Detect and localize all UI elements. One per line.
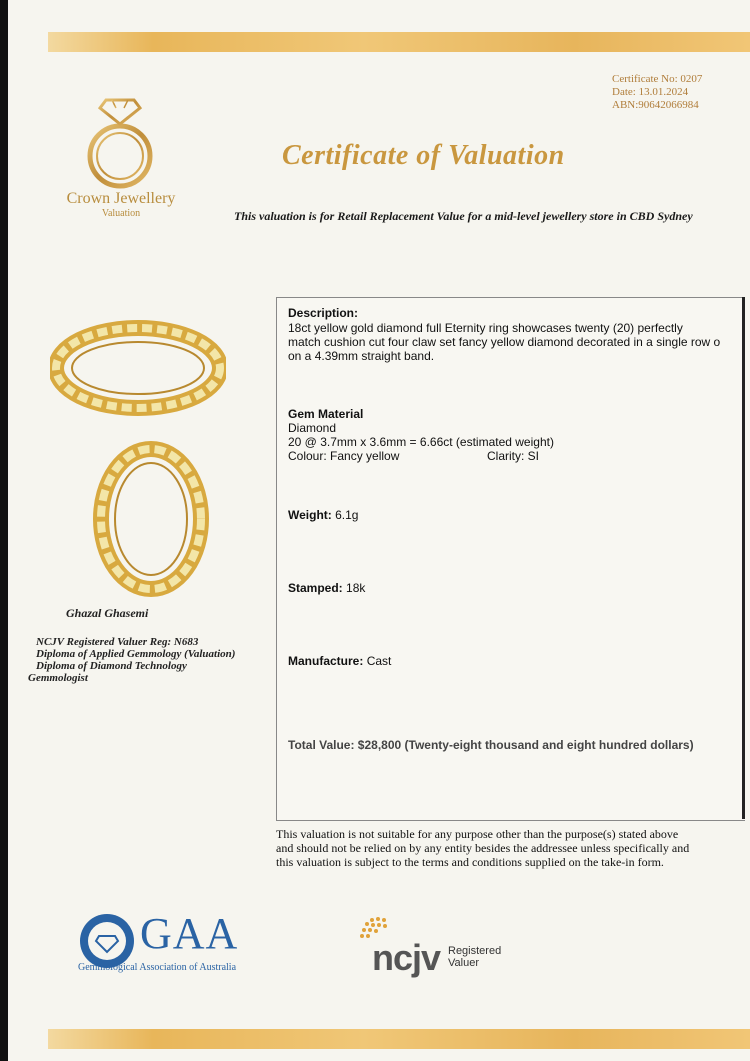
- disclaimer: [276, 827, 746, 869]
- certificate-meta: [612, 73, 702, 112]
- valuer-credential: Diploma of Diamond Technology: [36, 660, 187, 672]
- description-label: Description:: [288, 306, 359, 320]
- gem-spec: 20 @ 3.7mm x 3.6mm = 6.66ct (estimated weight): [288, 435, 554, 449]
- ncjv-registered-valuer: [448, 945, 501, 969]
- stamped-value: 18k: [346, 581, 366, 595]
- certificate-number: Certificate No: 0207: [612, 73, 703, 85]
- manufacture-value: Cast: [366, 654, 392, 668]
- description-line: on a 4.39mm straight band.: [288, 349, 435, 363]
- top-gold-bar: [48, 32, 750, 52]
- description-text: [288, 321, 750, 363]
- disclaimer-line: this valuation is subject to the terms and conditions supplied on the take-in form.: [276, 855, 664, 869]
- gem-material-label: Gem Material: [288, 407, 364, 421]
- valuer-credential: Gemmologist: [28, 672, 88, 684]
- weight-field: [288, 508, 358, 522]
- certificate-date: Date: 13.01.2024: [612, 86, 689, 98]
- disclaimer-line: This valuation is not suitable for any purpose other than the purpose(s) stated above: [276, 827, 679, 841]
- ncjv-abbr: ncjv: [372, 937, 441, 978]
- stamped-field: [288, 581, 365, 595]
- gem-type: Diamond: [288, 421, 337, 435]
- disclaimer-line: and should not be relied on by any entity besides the addressee unless specifically and: [276, 841, 690, 855]
- description-line: 18ct yellow gold diamond full Eternity ring showcases twenty (20) perfectly: [288, 321, 683, 335]
- total-value: Total Value: $28,800 (Twenty-eight thousand and eight hundred dollars): [288, 738, 694, 752]
- ring-photo-front: [86, 440, 216, 598]
- weight-value: 6.1g: [335, 508, 359, 522]
- description-line: match cushion cut four claw set fancy yellow diamond decorated in a single row o: [288, 335, 721, 349]
- brand-sub: Valuation: [101, 208, 141, 219]
- gaa-abbr: GAA: [140, 909, 239, 958]
- ncjv-registered: Registered: [448, 945, 502, 957]
- manufacture-field: [288, 654, 391, 668]
- bottom-gold-bar: [48, 1029, 750, 1049]
- valuer-name: Ghazal Ghasemi: [66, 606, 149, 620]
- scan-edge: [0, 0, 8, 1061]
- ncjv-valuer: Valuer: [448, 957, 479, 969]
- valuer-credentials: [28, 636, 236, 684]
- document-title: Certificate of Valuation: [282, 140, 565, 171]
- ring-photo-side: [50, 318, 226, 418]
- gem-colour: Colour: Fancy yellow: [288, 449, 400, 463]
- gem-clarity: Clarity: SI: [487, 449, 540, 463]
- valuer-credential: Diploma of Applied Gemmology (Valuation): [36, 648, 236, 660]
- panel-edge: [742, 297, 745, 819]
- valuation-purpose: This valuation is for Retail Replacement Value for a mid-level jewellery store in CBD Sydney: [234, 209, 693, 223]
- stamped-label: Stamped:: [288, 581, 343, 595]
- brand-name: Crown Jewellery: [66, 190, 176, 207]
- valuer-credential: NCJV Registered Valuer Reg: N683: [36, 636, 199, 648]
- manufacture-label: Manufacture:: [288, 654, 364, 668]
- weight-label: Weight:: [288, 508, 332, 522]
- gaa-caption: Gemmological Association of Australia: [78, 962, 237, 973]
- certificate-abn: ABN:90642066984: [612, 99, 699, 111]
